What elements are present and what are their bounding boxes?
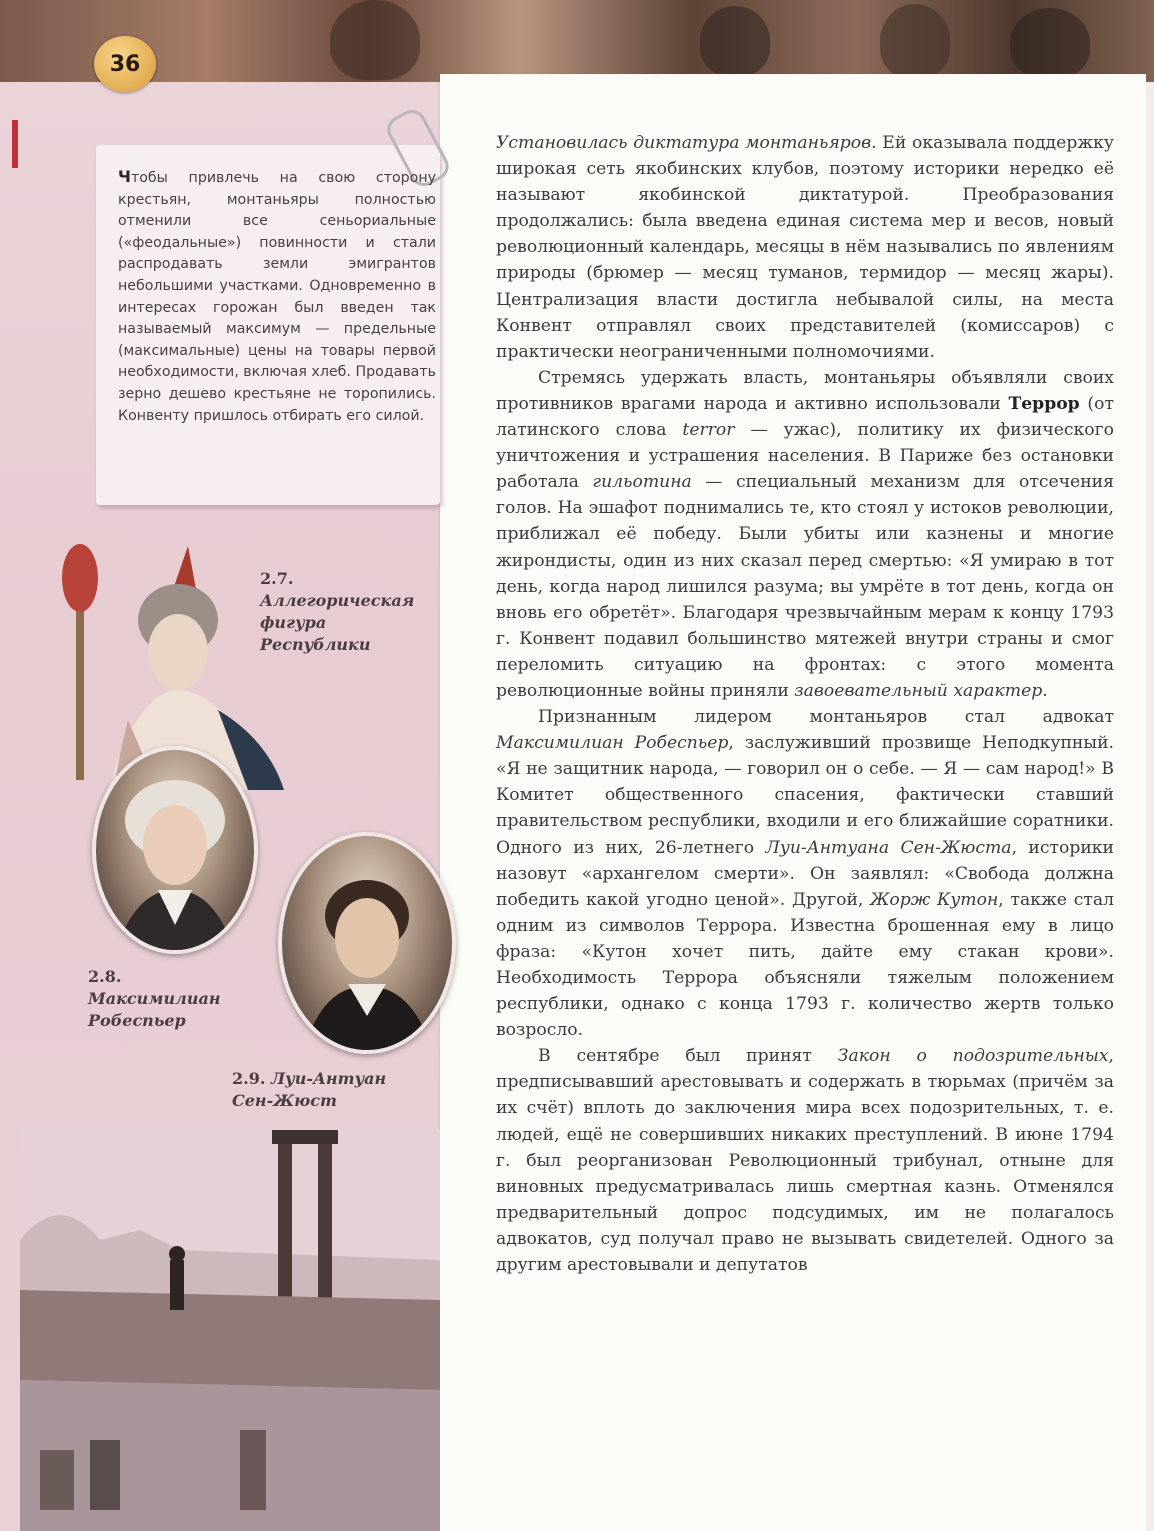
paragraph: [496, 1043, 1114, 1278]
emphasis: Луи-Антуана Сен-Жюста: [765, 837, 1012, 858]
banner-portrait: [1010, 8, 1090, 78]
emphasis: Жорж Кутон: [870, 889, 999, 910]
text-run: , также стал одним из символов Террора. Известна брошенная ему в лицо фраза: «Кутон хочет пить, дайте ему стакан крови». Необходимость Террора объясняли тяжелым положением республики, однако с конца 1793 г. количество жертв только возросло.: [496, 889, 1114, 1041]
page-edge-marker: [12, 120, 18, 168]
side-note-body: тобы привлечь на свою сторону крестьян, монтаньяры полностью отменили все сеньориальные («феодальные») повинности и стали распродавать земли эмигрантов небольшими участками. Одновременно в интересах горожан был введен так называемый максимум — предельные (максимальные) цены на товары первой необходимости, включая хлеб. Продавать зерно дешево крестьяне не торопились. Конвенту пришлось отбирать его силой.: [118, 170, 436, 424]
text-run: , историки назовут «архангелом смерти». Он заявлял: «Свобода должна победить какой угодно ценой». Другой,: [496, 837, 1114, 910]
text-run: Ей оказывала поддержку широкая сеть якобинских клубов, поэтому историки нередко её называют якобинской диктатурой. Преобразования продолжались: была введена единая система мер и весов, новый революционный календарь, месяцы в нём назывались по явлениям природы (брюмер — месяц туманов, термидор — месяц жары). Централизация власти достигла небывалой силы, на места Конвент отправлял своих представителей (комиссаров) с практически неограниченными полномочиями.: [496, 133, 1114, 362]
caption-fig-2-9: [232, 1068, 432, 1112]
caption-text: Максимилиан Робеспьер: [88, 989, 221, 1030]
banner-portrait: [700, 6, 770, 76]
text-run: , предписывавший арестовывать и содержать в тюрьмах (причём за их счёт) вплоть до заключения мира всех подозрительных, т. е. людей, ещё не совершивших никаких преступлений. В июне 1794 г. был реорганизован Революционный трибунал, отныне для виновных предусматривалась лишь смертная казнь. Отменялся предварительный допрос подсудимых, им не полагалось адвокатов, суд получал право не вызывать свидетелей. Одного за другим арестовывали и депутатов: [496, 1046, 1114, 1276]
paragraph: [496, 365, 1114, 704]
emphasis: Установилась диктатура монтаньяров.: [496, 133, 877, 153]
text-run: — ужас), политику их физического уничтожения и устрашения населения. В Париже без остановки работала: [496, 420, 1114, 493]
caption-number: 2.7.: [260, 569, 294, 588]
emphasis: terror: [682, 420, 735, 441]
text-run: (от латинского слова: [496, 393, 1114, 441]
guillotine-illustration: [20, 1130, 440, 1531]
portrait-saint-just: [278, 832, 456, 1054]
caption-text: Луи-Антуан Сен-Жюст: [232, 1069, 387, 1110]
portrait-robespierre: [92, 746, 258, 954]
main-text-body: [496, 130, 1114, 1278]
emphasis: завоевательный характер: [794, 680, 1043, 701]
caption-number: 2.8.: [88, 967, 122, 986]
caption-fig-2-7: [260, 568, 430, 656]
emphasis: Закон о подозрительных: [837, 1046, 1109, 1067]
banner-portrait: [880, 4, 950, 78]
text-run: В сентябре был принят: [538, 1046, 838, 1067]
header-banner: [0, 0, 1154, 82]
page-number: 36: [94, 36, 156, 92]
side-note-text: [118, 166, 436, 427]
emphasis: Максимилиан Робеспьер: [496, 733, 729, 754]
text-run: — специальный механизм для отсечения голов. На эшафот поднимались те, кто стоял у истоков революции, приближал её победу. Были убиты или казнены и многие жирондисты, один из них сказал перед смертью: «Я умираю в тот день, когда народ лишился разума; вы умрёте в тот день, когда он вновь его обретёт». Благодаря чрезвычайным мерам к концу 1793 г. Конвент подавил большинство мятежей внутри страны и смог переломить ситуацию на фронтах: с этого момента революционные войны приняли: [496, 472, 1114, 701]
figure-guillotine-execution: [20, 1130, 440, 1531]
caption-number: 2.9.: [232, 1069, 266, 1088]
emphasis: гильотина: [592, 472, 692, 493]
paragraph: [496, 130, 1114, 365]
text-run: Признанным лидером монтаньяров стал адвокат: [538, 707, 1114, 728]
text-run: Стремясь удержать власть, монтаньяры объявляли своих противников врагами народа и активно использовали: [496, 367, 1114, 414]
term-bold: Террор: [1008, 393, 1080, 414]
text-run: , заслуживший прозвище Неподкупный. «Я не защитник народа, — говорил он о себе. — Я — сам народ!» В Комитет общественного спасения, фактически ставший правительством республики, входили и его ближайшие соратники. Одного из них, 26-летнего: [496, 733, 1114, 858]
side-note-dropcap: Ч: [118, 167, 131, 186]
banner-portrait: [330, 0, 420, 80]
caption-text: Аллегорическая фигура Республики: [260, 591, 415, 654]
text-run: .: [1042, 680, 1048, 701]
paragraph: [496, 704, 1114, 1043]
caption-fig-2-8: [88, 966, 258, 1032]
robespierre-illustration: [96, 750, 254, 950]
saint-just-illustration: [282, 836, 452, 1050]
